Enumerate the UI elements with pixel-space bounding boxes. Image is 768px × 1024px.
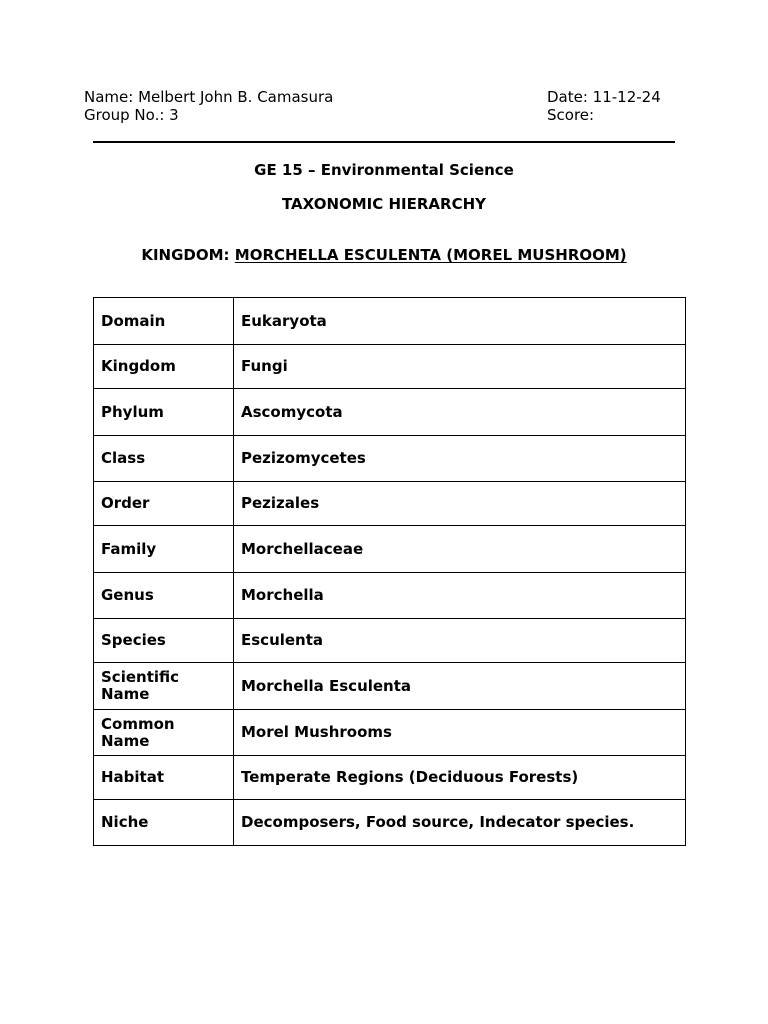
rank-cell: Class xyxy=(94,436,234,482)
rank-cell: Common Name xyxy=(94,710,234,756)
value-cell: Morchella xyxy=(234,573,686,619)
kingdom-subject: MORCHELLA ESCULENTA (MOREL MUSHROOM) xyxy=(234,246,627,264)
value-cell: Morchellaceae xyxy=(234,526,686,573)
table-row xyxy=(94,298,686,345)
kingdom-heading xyxy=(0,246,768,264)
value-cell: Morchella Esculenta xyxy=(234,663,686,710)
rank-cell: Order xyxy=(94,482,234,526)
value-cell: Eukaryota xyxy=(234,298,686,345)
table-row xyxy=(94,436,686,482)
value-cell: Decomposers, Food source, Indecator species. xyxy=(234,800,686,846)
value-cell: Ascomycota xyxy=(234,389,686,436)
rank-cell: Kingdom xyxy=(94,345,234,389)
value-cell: Fungi xyxy=(234,345,686,389)
rank-cell: Genus xyxy=(94,573,234,619)
header-divider xyxy=(93,141,675,143)
table-row xyxy=(94,710,686,756)
table-row xyxy=(94,482,686,526)
rank-cell: Niche xyxy=(94,800,234,846)
date-field: Date: 11-12-24 xyxy=(547,88,661,106)
table-row xyxy=(94,663,686,710)
course-title: GE 15 – Environmental Science xyxy=(254,161,514,179)
score-field: Score: xyxy=(547,106,595,124)
value-cell: Pezizales xyxy=(234,482,686,526)
table-row xyxy=(94,573,686,619)
rank-cell: Family xyxy=(94,526,234,573)
table-row xyxy=(94,800,686,846)
group-number: Group No.: 3 xyxy=(84,106,179,124)
value-cell: Esculenta xyxy=(234,619,686,663)
value-cell: Temperate Regions (Deciduous Forests) xyxy=(234,756,686,800)
rank-cell: Scientific Name xyxy=(94,663,234,710)
table-row xyxy=(94,526,686,573)
table-row xyxy=(94,345,686,389)
student-name: Name: Melbert John B. Camasura xyxy=(84,88,334,106)
page-title: TAXONOMIC HIERARCHY xyxy=(281,195,487,213)
taxonomy-table xyxy=(93,297,686,846)
value-cell: Pezizomycetes xyxy=(234,436,686,482)
value-cell: Morel Mushrooms xyxy=(234,710,686,756)
kingdom-label: KINGDOM: xyxy=(141,246,235,264)
table-row xyxy=(94,619,686,663)
rank-cell: Habitat xyxy=(94,756,234,800)
rank-cell: Domain xyxy=(94,298,234,345)
rank-cell: Phylum xyxy=(94,389,234,436)
rank-cell: Species xyxy=(94,619,234,663)
table-row xyxy=(94,756,686,800)
table-row xyxy=(94,389,686,436)
